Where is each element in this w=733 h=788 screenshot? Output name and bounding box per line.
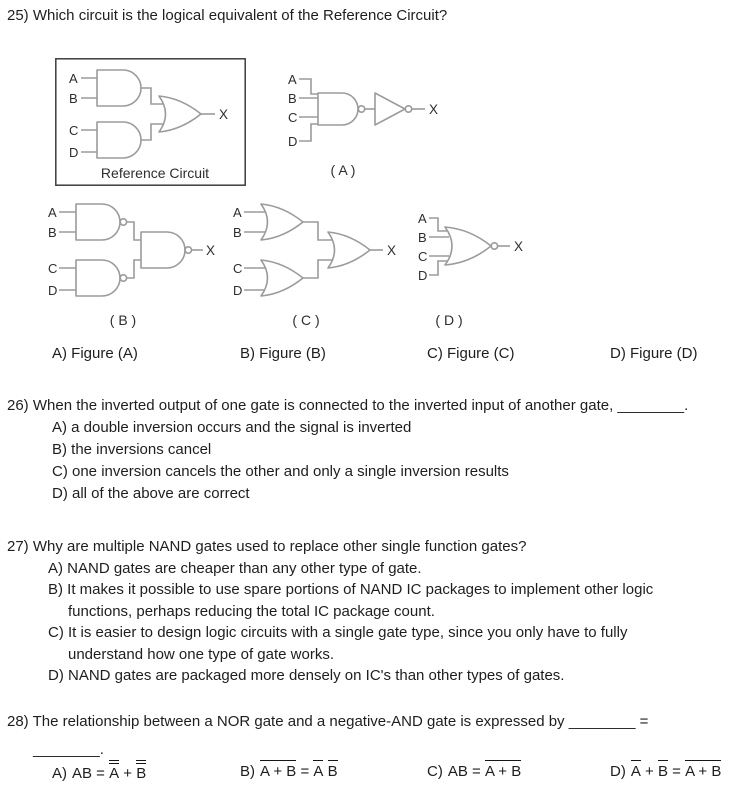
input-label-a: A — [288, 72, 297, 87]
q27-option-d: D) NAND gates are packaged more densely on IC's than other types of gates. — [48, 667, 565, 684]
figure-c-diagram — [230, 198, 400, 330]
figure-b-caption: ( B ) — [109, 312, 137, 328]
input-label-c: C — [69, 123, 79, 138]
q28-option-c-label: C) — [427, 763, 443, 780]
q25-option-d: D) Figure (D) — [610, 345, 698, 362]
question-26-title: 26) When the inverted output of one gate is connected to the inverted input of another gate, ________. — [7, 397, 689, 414]
input-label-b: B — [69, 91, 78, 106]
inversion-bubble — [405, 106, 411, 112]
input-label-a: A — [69, 71, 78, 86]
question-25-title: 25) Which circuit is the logical equivalent of the Reference Circuit? — [7, 7, 448, 24]
q27-option-b-cont: functions, perhaps reducing the total IC package count. — [68, 602, 435, 620]
input-label-d: D — [288, 134, 298, 149]
inversion-bubble — [358, 106, 364, 112]
and-gate — [97, 70, 141, 106]
nand-gate — [76, 204, 120, 240]
reference-circuit-caption: Reference Circuit — [100, 165, 210, 181]
q28-option-a-formula: AB = A + B — [72, 765, 146, 782]
input-label-d: D — [418, 268, 428, 283]
q27-option-b: B) It makes it possible to use spare portions of NAND IC packages to implement other logic — [48, 581, 654, 598]
input-label-c: C — [233, 261, 243, 276]
input-wires — [244, 212, 265, 290]
output-label-x: X — [219, 107, 229, 122]
connector-wires — [303, 222, 333, 278]
figure-a-diagram — [285, 60, 450, 185]
q25-option-b: B) Figure (B) — [240, 345, 326, 362]
q26-option-a: A) a double inversion occurs and the signal is inverted — [52, 419, 412, 436]
input-label-c: C — [48, 261, 58, 276]
figure-d-diagram — [405, 198, 535, 330]
input-label-a: A — [418, 211, 427, 226]
inversion-bubble — [185, 247, 191, 253]
question-28-title-line1: 28) The relationship between a NOR gate and a negative-AND gate is expressed by ________ = — [7, 713, 649, 730]
q27-option-c: C) It is easier to design logic circuits with a single gate type, since you only have to fully — [48, 624, 628, 641]
q28-option-d-formula: A + B = A + B — [631, 763, 722, 780]
input-label-b: B — [418, 230, 427, 245]
or-gate — [328, 232, 370, 268]
q27-option-c-cont: understand how one type of gate works. — [68, 645, 335, 663]
q28-option-d — [610, 760, 721, 780]
q28-option-c — [427, 760, 521, 780]
q28-option-b — [240, 760, 338, 780]
input-label-d: D — [69, 145, 79, 160]
input-wires — [299, 79, 318, 141]
q26-option-d: D) all of the above are correct — [52, 485, 250, 502]
input-wires — [59, 212, 76, 290]
and-gate — [97, 122, 141, 158]
or-gate — [261, 204, 303, 240]
input-wires — [81, 78, 97, 152]
figure-b-diagram — [45, 198, 215, 330]
q28-option-a-label: A) — [52, 765, 67, 782]
input-label-c: C — [288, 110, 298, 125]
nand-gate — [76, 260, 120, 296]
q25-option-c: C) Figure (C) — [427, 345, 515, 362]
connector-wires — [127, 222, 141, 278]
nor-gate — [445, 227, 491, 265]
input-label-a: A — [48, 205, 57, 220]
figure-a-caption: ( A ) — [330, 162, 356, 178]
inversion-bubble — [120, 275, 126, 281]
q28-option-c-formula: AB = A + B — [448, 763, 521, 780]
inverter-gate — [375, 93, 405, 125]
inversion-bubble — [491, 243, 497, 249]
or-gate — [261, 260, 303, 296]
reference-circuit-diagram — [55, 58, 246, 186]
nand-gate — [318, 93, 358, 125]
question-28 — [7, 708, 648, 764]
figure-c-caption: ( C ) — [292, 312, 320, 328]
question-27 — [7, 536, 653, 687]
input-label-b: B — [288, 91, 297, 106]
nand-gate — [141, 232, 185, 268]
q28-option-a — [52, 760, 146, 782]
input-label-d: D — [48, 283, 58, 298]
q26-option-c: C) one inversion cancels the other and only a single inversion results — [52, 463, 509, 480]
q28-option-d-label: D) — [610, 763, 626, 780]
q28-option-b-label: B) — [240, 763, 255, 780]
q26-option-b: B) the inversions cancel — [52, 441, 212, 458]
question-26 — [7, 395, 688, 505]
output-label-x: X — [514, 239, 524, 254]
q28-option-b-formula: A + B = A B — [260, 763, 338, 780]
q25-option-a: A) Figure (A) — [52, 345, 138, 362]
input-label-b: B — [48, 225, 57, 240]
output-label-x: X — [206, 243, 215, 258]
question-28-title-line2: ________. — [33, 741, 104, 758]
question-27-title: 27) Why are multiple NAND gates used to replace other single function gates? — [7, 538, 527, 555]
input-label-a: A — [233, 205, 242, 220]
input-label-b: B — [233, 225, 242, 240]
q27-option-a: A) NAND gates are cheaper than any other type of gate. — [48, 559, 422, 577]
figure-d-caption: ( D ) — [435, 312, 463, 328]
output-label-x: X — [429, 102, 439, 117]
input-label-c: C — [418, 249, 428, 264]
or-gate — [159, 96, 201, 132]
output-label-x: X — [387, 243, 397, 258]
input-label-d: D — [233, 283, 243, 298]
inversion-bubble — [120, 219, 126, 225]
